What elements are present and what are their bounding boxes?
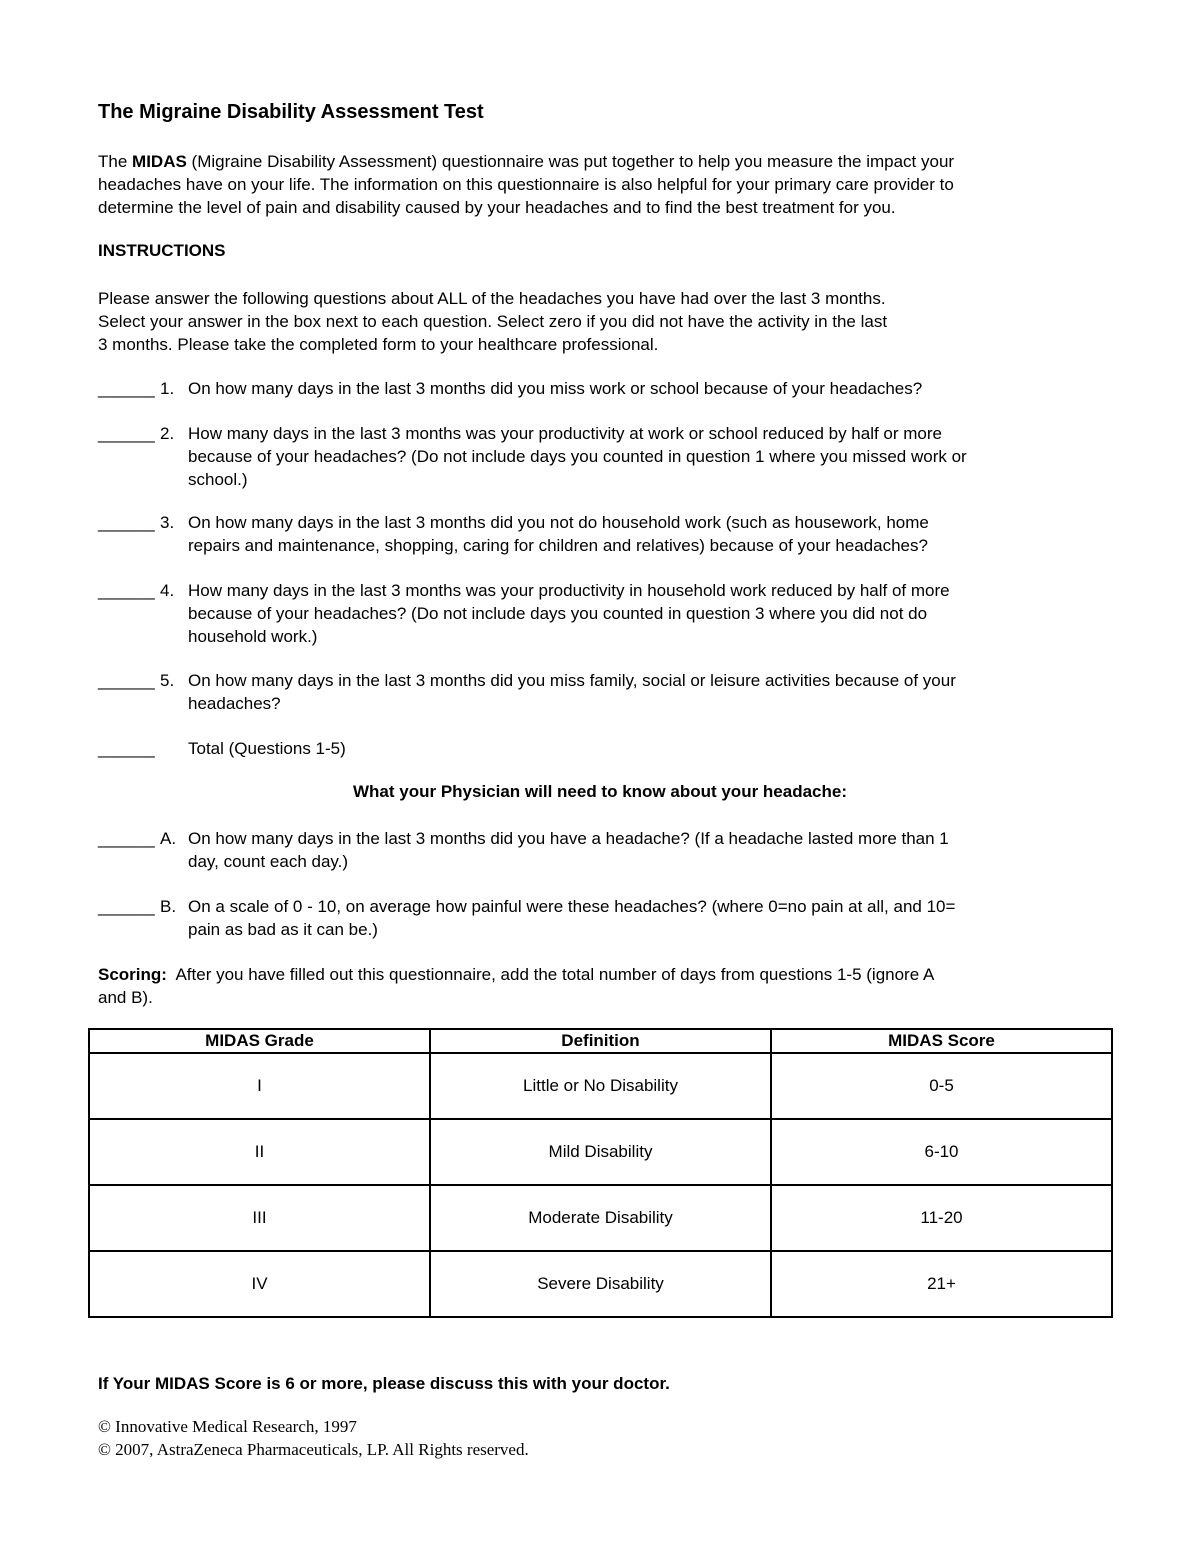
page-title: The Migraine Disability Assessment Test bbox=[98, 101, 484, 123]
column-header-score: MIDAS Score bbox=[771, 1029, 1112, 1053]
question-line: household work.) bbox=[188, 627, 318, 646]
question-number: 3. bbox=[160, 513, 175, 532]
table-header-row bbox=[89, 1029, 1112, 1053]
physician-heading: What your Physician will need to know about your headache: bbox=[352, 782, 848, 801]
grade-cell: I bbox=[89, 1053, 430, 1119]
intro-line-3: determine the level of pain and disability caused by your headaches and to find the best treatment for you. bbox=[98, 198, 896, 217]
answer-blank-total[interactable]: ______ bbox=[98, 739, 155, 758]
answer-blank-1[interactable]: ______ bbox=[98, 379, 155, 398]
question-number: 1. bbox=[160, 379, 175, 398]
score-cell: 0-5 bbox=[771, 1053, 1112, 1119]
question-line: On how many days in the last 3 months did you have a headache? (If a headache lasted more than 1 bbox=[188, 829, 949, 848]
column-header-grade: MIDAS Grade bbox=[89, 1029, 430, 1053]
intro-paragraph bbox=[98, 150, 1108, 219]
copyright-line-1: © Innovative Medical Research, 1997 bbox=[98, 1417, 357, 1436]
closing-note: If Your MIDAS Score is 6 or more, please discuss this with your doctor. bbox=[98, 1374, 670, 1393]
table-row bbox=[89, 1119, 1112, 1185]
score-cell: 21+ bbox=[771, 1251, 1112, 1317]
question-number: B. bbox=[160, 897, 177, 916]
question-line: because of your headaches? (Do not include days you counted in question 3 where you did not do bbox=[188, 604, 928, 623]
question-line: school.) bbox=[188, 470, 248, 489]
midas-grade-table bbox=[88, 1028, 1113, 1318]
grade-cell: III bbox=[89, 1185, 430, 1251]
copyright-line-2: © 2007, AstraZeneca Pharmaceuticals, LP. All Rights reserved. bbox=[98, 1440, 529, 1459]
definition-cell: Severe Disability bbox=[430, 1251, 771, 1317]
question-line: How many days in the last 3 months was your productivity in household work reduced by half of more bbox=[188, 581, 950, 600]
total-label: Total (Questions 1-5) bbox=[188, 739, 346, 758]
definition-cell: Moderate Disability bbox=[430, 1185, 771, 1251]
scoring-line-1-text: After you have filled out this questionnaire, add the total number of days from questions 1-5 (ignore A bbox=[166, 965, 935, 984]
question-line: On how many days in the last 3 months did you miss work or school because of your headaches? bbox=[188, 379, 923, 398]
answer-blank-a[interactable]: ______ bbox=[98, 829, 155, 848]
answer-blank-5[interactable]: ______ bbox=[98, 671, 155, 690]
table-row bbox=[89, 1185, 1112, 1251]
question-line: On how many days in the last 3 months did you not do household work (such as housework, home bbox=[188, 513, 929, 532]
score-cell: 11-20 bbox=[771, 1185, 1112, 1251]
answer-blank-4[interactable]: ______ bbox=[98, 581, 155, 600]
definition-cell: Little or No Disability bbox=[430, 1053, 771, 1119]
instructions-line-1: Please answer the following questions about ALL of the headaches you have had over the last 3 months. bbox=[98, 289, 886, 308]
intro-line-2: headaches have on your life. The information on this questionnaire is also helpful for your primary care provider to bbox=[98, 175, 954, 194]
definition-cell: Mild Disability bbox=[430, 1119, 771, 1185]
column-header-definition: Definition bbox=[430, 1029, 771, 1053]
question-text bbox=[188, 579, 1108, 648]
question-text bbox=[188, 377, 1108, 400]
scoring-line-1 bbox=[98, 963, 1108, 986]
question-line: How many days in the last 3 months was your productivity at work or school reduced by half or more bbox=[188, 424, 943, 443]
question-line: repairs and maintenance, shopping, caring for children and relatives) because of your headaches? bbox=[188, 536, 928, 555]
question-number: 5. bbox=[160, 671, 175, 690]
question-line: because of your headaches? (Do not include days you counted in question 1 where you missed work or bbox=[188, 447, 967, 466]
instructions-line-2: Select your answer in the box next to each question. Select zero if you did not have the activity in the last bbox=[98, 312, 888, 331]
question-number: 2. bbox=[160, 424, 175, 443]
question-text bbox=[188, 827, 1108, 873]
grade-cell: II bbox=[89, 1119, 430, 1185]
answer-blank-2[interactable]: ______ bbox=[98, 424, 155, 443]
table-row bbox=[89, 1053, 1112, 1119]
answer-blank-3[interactable]: ______ bbox=[98, 513, 155, 532]
scoring-paragraph bbox=[98, 963, 1108, 1009]
intro-line-1 bbox=[98, 150, 1108, 173]
question-line: pain as bad as it can be.) bbox=[188, 920, 378, 939]
question-text bbox=[188, 895, 1108, 941]
question-text bbox=[188, 511, 1108, 557]
scoring-line-2: and B). bbox=[98, 988, 153, 1007]
question-number: A. bbox=[160, 829, 177, 848]
question-line: headaches? bbox=[188, 694, 281, 713]
score-cell: 6-10 bbox=[771, 1119, 1112, 1185]
instructions-line-3: 3 months. Please take the completed form to your healthcare professional. bbox=[98, 335, 659, 354]
question-text bbox=[188, 669, 1108, 715]
scoring-label: Scoring: bbox=[98, 965, 167, 984]
instructions-paragraph bbox=[98, 287, 1108, 356]
question-line: On how many days in the last 3 months did you miss family, social or leisure activities because of your bbox=[188, 671, 956, 690]
grade-cell: IV bbox=[89, 1251, 430, 1317]
intro-line-1-rest: (Migraine Disability Assessment) questionnaire was put together to help you measure the impact your bbox=[186, 152, 955, 171]
question-line: On a scale of 0 - 10, on average how painful were these headaches? (where 0=no pain at all, and 10= bbox=[188, 897, 956, 916]
instructions-heading: INSTRUCTIONS bbox=[98, 241, 226, 260]
table-row bbox=[89, 1251, 1112, 1317]
question-text bbox=[188, 422, 1108, 491]
answer-blank-b[interactable]: ______ bbox=[98, 897, 155, 916]
intro-prefix: The bbox=[98, 152, 133, 171]
midas-bold: MIDAS bbox=[132, 152, 187, 171]
question-line: day, count each day.) bbox=[188, 852, 349, 871]
question-number: 4. bbox=[160, 581, 175, 600]
